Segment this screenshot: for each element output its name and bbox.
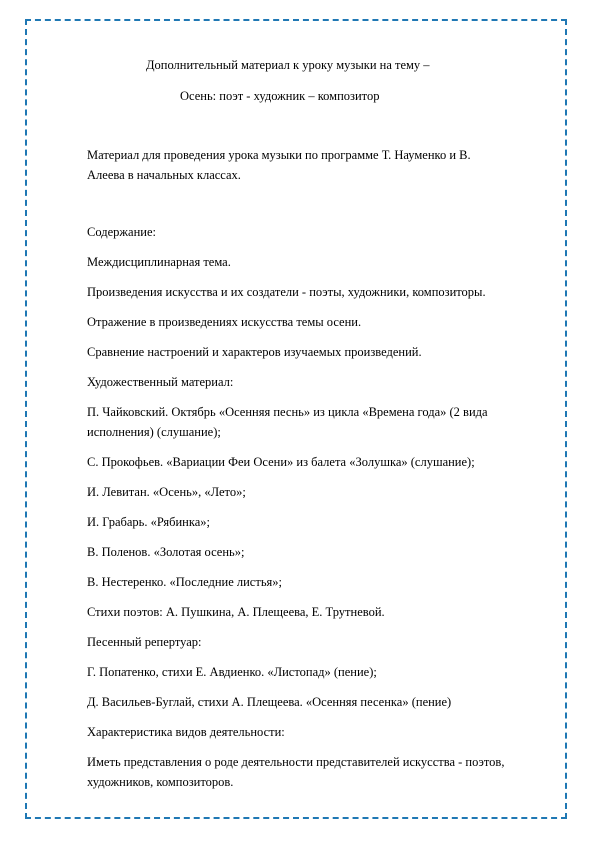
item-levitan: И. Левитан. «Осень», «Лето»;: [87, 485, 246, 499]
intro-line-1: Материал для проведения урока музыки по программе Т. Науменко и В.: [87, 148, 471, 162]
item-activity-characteristics: Характеристика видов деятельности:: [87, 725, 285, 739]
paragraph-last-line-2: художников, композиторов.: [87, 775, 234, 789]
paragraph-contents-heading: Содержание:: [87, 225, 156, 239]
paragraph-last-line-1: Иметь представления о роде деятельности представителей искусства - поэтов,: [87, 755, 505, 769]
item-tchaikovsky-line-1: П. Чайковский. Октябрь «Осенняя песнь» из цикла «Времена года» (2 вида: [87, 405, 488, 419]
item-vasiliev-buglai: Д. Васильев-Буглай, стихи А. Плещеева. «Осенняя песенка» (пение): [87, 695, 452, 709]
intro-line-2: Алеева в начальных классах.: [87, 168, 241, 182]
item-song-repertoire: Песенный репертуар:: [87, 635, 202, 649]
paragraph-works: Произведения искусства и их создатели - поэты, художники, композиторы.: [87, 285, 486, 299]
title-line-1: Дополнительный материал к уроку музыки на тему –: [146, 58, 430, 72]
paragraph-autumn: Отражение в произведениях искусства темы осени.: [87, 315, 362, 329]
paragraph-comparison: Сравнение настроений и характеров изучаемых произведений.: [87, 345, 422, 359]
paragraph-art-material: Художественный материал:: [87, 375, 234, 389]
item-poets: Стихи поэтов: А. Пушкина, А. Плещеева, Е. Трутневой.: [87, 605, 385, 619]
item-popatenko: Г. Попатенко, стихи Е. Авдиенко. «Листопад» (пение);: [87, 665, 377, 679]
paragraph-topic: Междисциплинарная тема.: [87, 255, 231, 269]
item-nesterenko: В. Нестеренко. «Последние листья»;: [87, 575, 282, 589]
item-polenov: В. Поленов. «Золотая осень»;: [87, 545, 245, 559]
title-line-2: Осень: поэт - художник – композитор: [180, 89, 380, 103]
item-grabar: И. Грабарь. «Рябинка»;: [87, 515, 210, 529]
item-tchaikovsky-line-2: исполнения) (слушание);: [87, 425, 221, 439]
item-prokofiev: С. Прокофьев. «Вариации Феи Осени» из балета «Золушка» (слушание);: [87, 455, 475, 469]
